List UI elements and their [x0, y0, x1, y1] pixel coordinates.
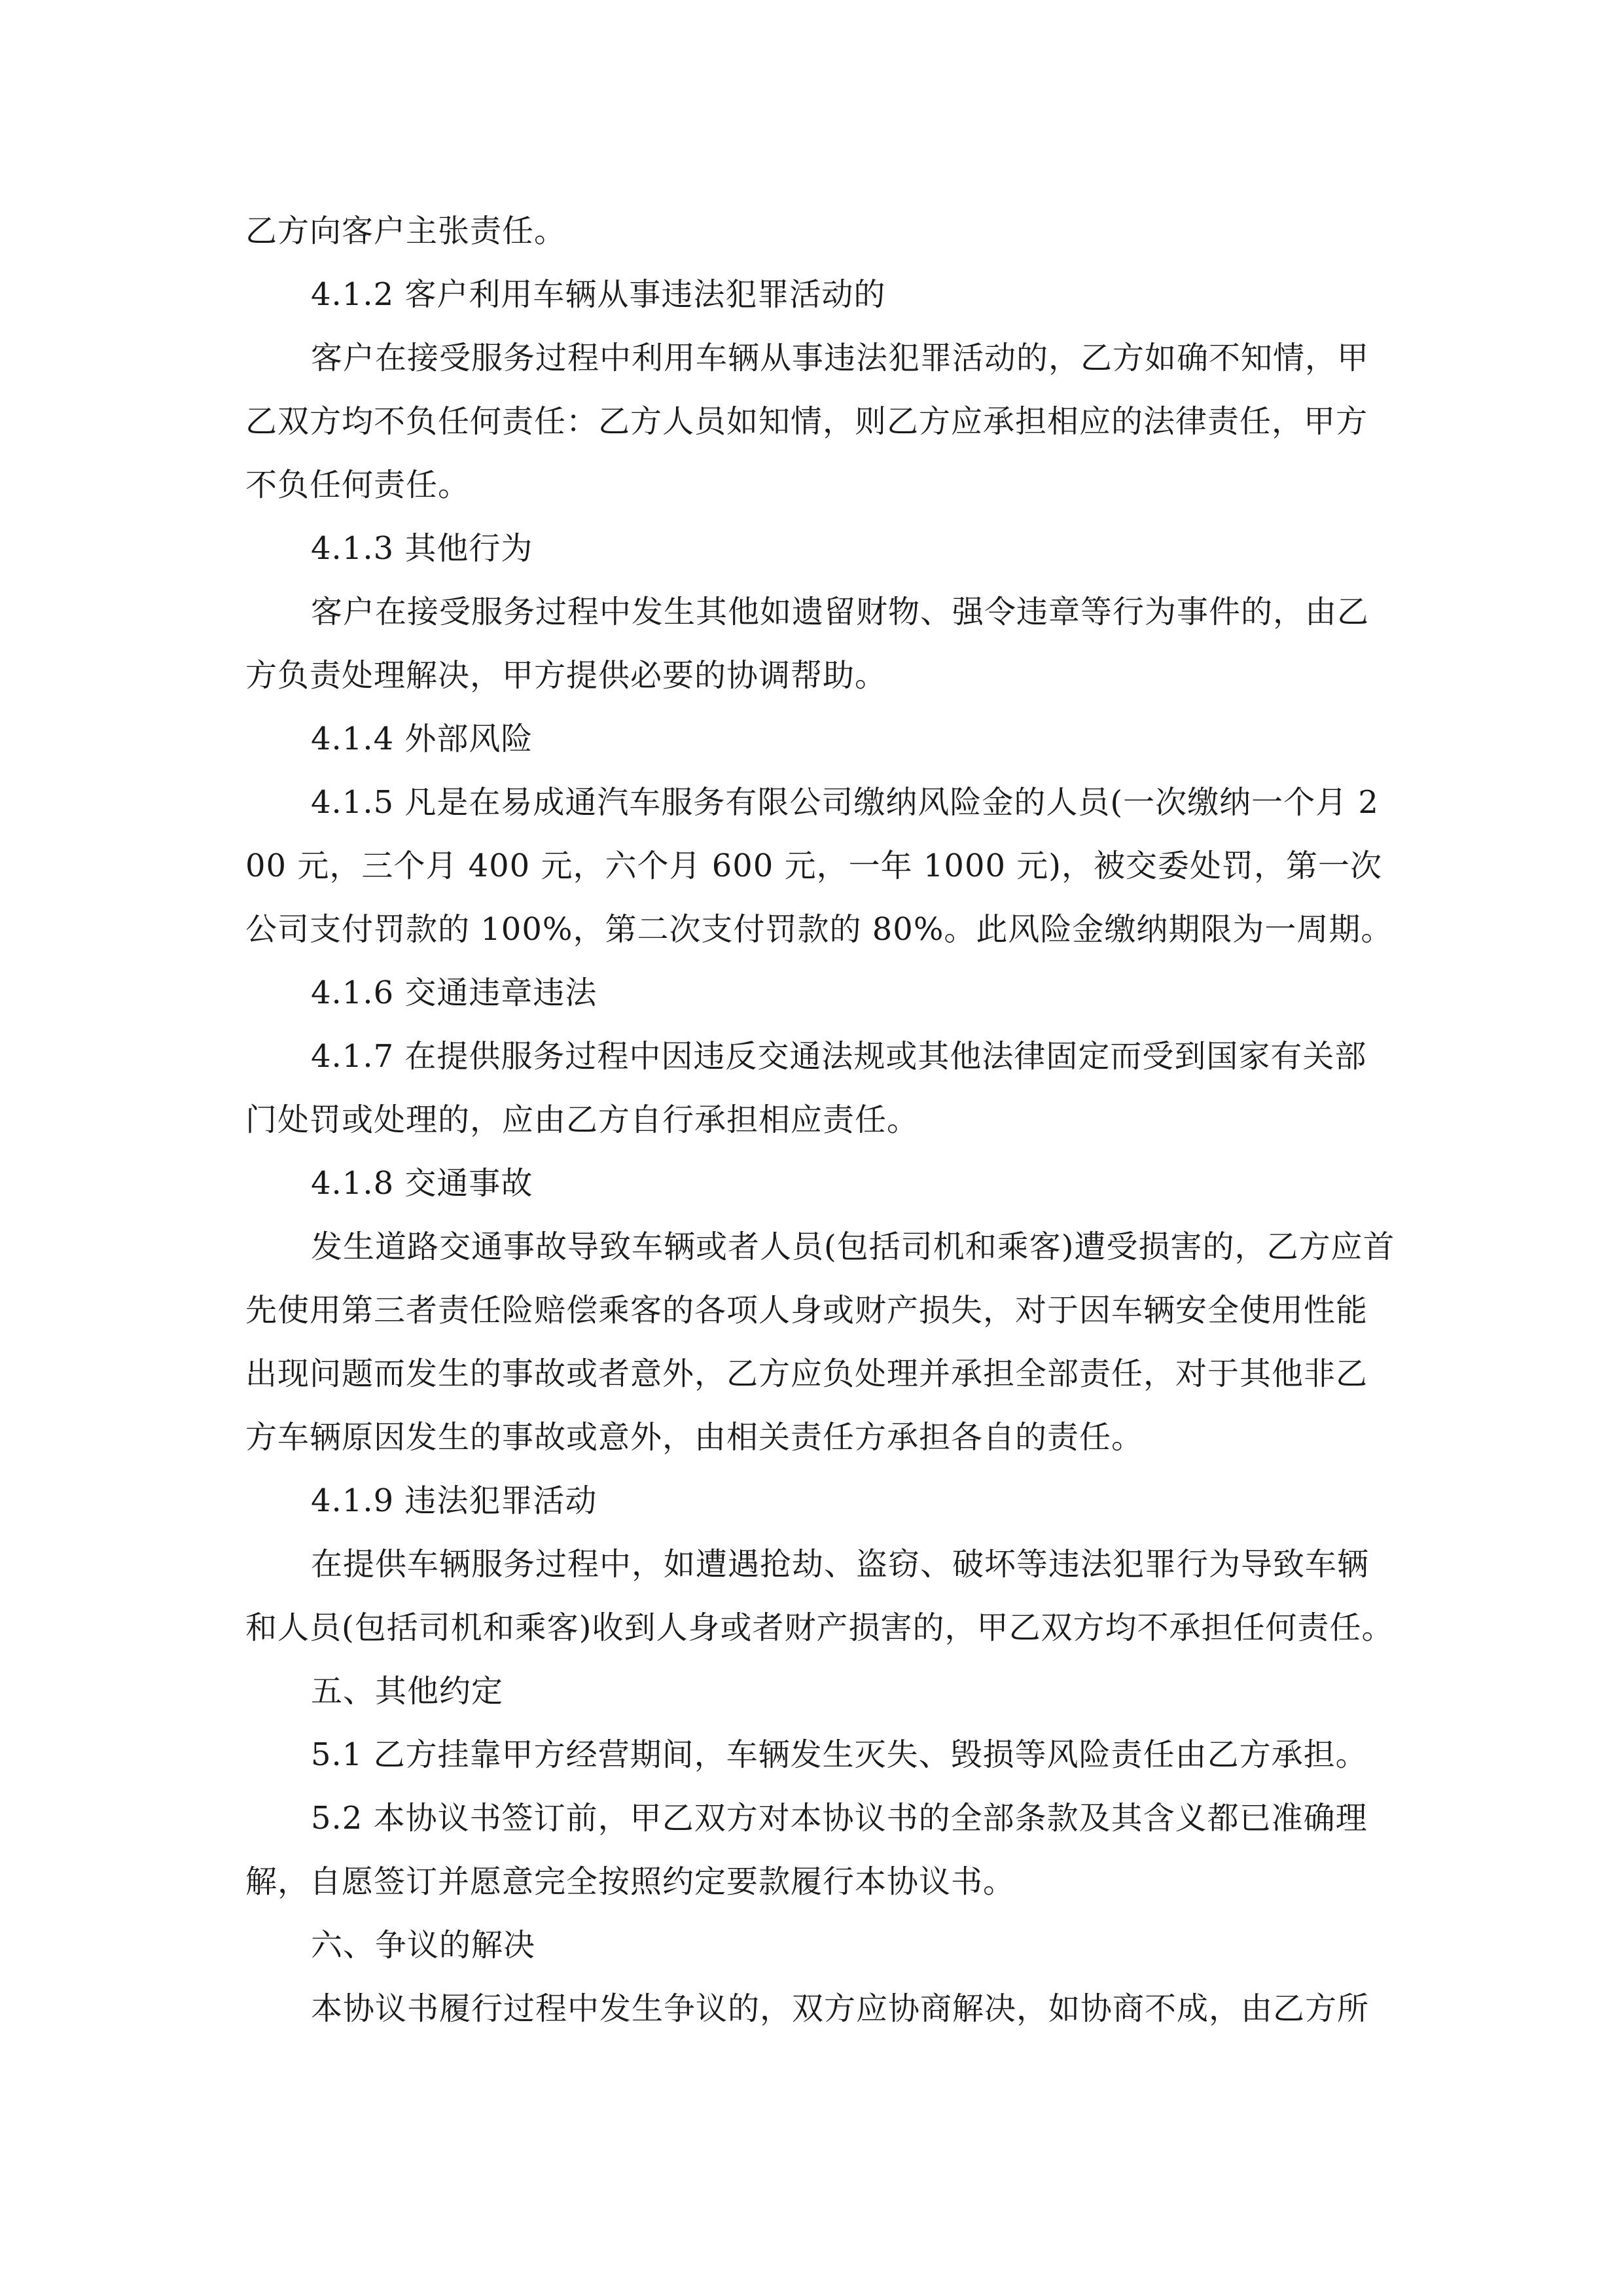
document-body	[245, 200, 1397, 2041]
clause-heading-4-1-3: 4.1.3 其他行为	[311, 530, 533, 567]
section-heading-5: 五、其他约定	[311, 1673, 504, 1710]
section-6-body: 本协议书履行过程中发生争议的，双方应协商解决，如协商不成，由乙方所	[311, 1990, 1370, 2027]
clause-heading-4-1-6: 4.1.6 交通违章违法	[311, 975, 597, 1011]
clause-heading-4-1-8: 4.1.8 交通事故	[311, 1165, 533, 1202]
clause-heading-4-1-4: 4.1.4 外部风险	[311, 721, 533, 757]
clause-body-4-1-8: 发生道路交通事故导致车辆或者人员(包括司机和乘客)遭受损害的，乙方应首先使用第三者责任险赔偿乘客的各项人身或财产损失，对于因车辆安全使用性能出现问题而发生的事故或者意外，乙方应负处理并承担全部责任，对于其他非乙方车辆原因发生的事故或意外，由相关责任方承担各自的责任。	[245, 1229, 1395, 1456]
clause-4-1-5: 4.1.5 凡是在易成通汽车服务有限公司缴纳风险金的人员(一次缴纳一个月 200 元，三个月 400 元，六个月 600 元，一年 1000 元)，被交委处罚，第一次公司支付罚款的 100%，第二次支付罚款的 80%。此风险金缴纳期限为一周期。	[245, 784, 1393, 948]
section-heading-6: 六、争议的解决	[311, 1927, 536, 1964]
clause-body-4-1-2: 客户在接受服务过程中利用车辆从事违法犯罪活动的，乙方如确不知情，甲乙双方均不负任何责任：乙方人员如知情，则乙方应承担相应的法律责任，甲方不负任何责任。	[245, 340, 1370, 503]
clause-body-4-1-9: 在提供车辆服务过程中，如遭遇抢劫、盗窃、破坏等违法犯罪行为导致车辆和人员(包括司机和乘客)收到人身或者财产损害的，甲乙双方均不承担任何责任。	[245, 1546, 1394, 1646]
clause-5-2: 5.2 本协议书签订前，甲乙双方对本协议书的全部条款及其含义都已准确理解，自愿签订并愿意完全按照约定要款履行本协议书。	[245, 1800, 1368, 1900]
clause-body-4-1-3: 客户在接受服务过程中发生其他如遗留财物、强令违章等行为事件的，由乙方负责处理解决，甲方提供必要的协调帮助。	[245, 594, 1370, 694]
clause-5-1: 5.1 乙方挂靠甲方经营期间，车辆发生灭失、毁损等风险责任由乙方承担。	[311, 1736, 1368, 1773]
clause-heading-4-1-2: 4.1.2 客户利用车辆从事违法犯罪活动的	[311, 276, 886, 313]
clause-heading-4-1-9: 4.1.9 违法犯罪活动	[311, 1482, 597, 1519]
paragraph-continuation: 乙方向客户主张责任。	[245, 213, 567, 249]
clause-4-1-7: 4.1.7 在提供服务过程中因违反交通法规或其他法律固定而受到国家有关部门处罚或处理的，应由乙方自行承担相应责任。	[245, 1038, 1367, 1138]
